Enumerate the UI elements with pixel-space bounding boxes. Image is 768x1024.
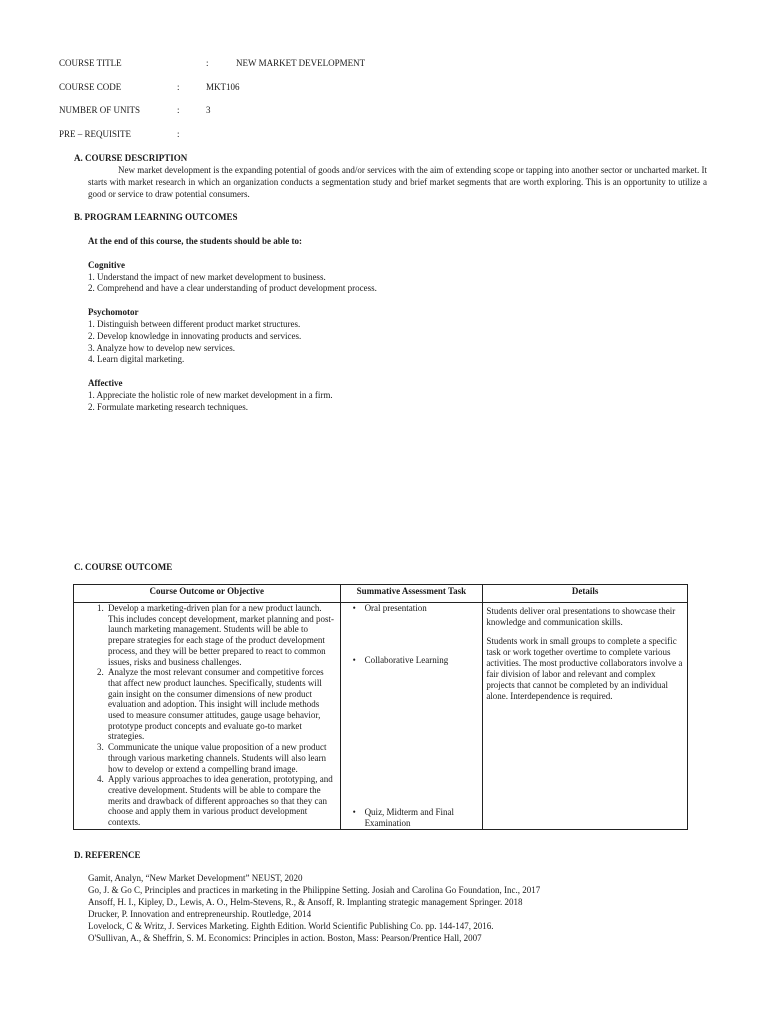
details-paragraph: Students deliver oral presentations to showcase their knowledge and communication skills.	[486, 606, 676, 627]
course-code-value: MKT106	[206, 82, 240, 92]
column-header: Details	[483, 585, 688, 603]
outcomes-intro: At the end of this course, the students should be able to:	[88, 236, 303, 246]
units-colon: :	[177, 105, 180, 115]
reference-item: Lovelock, C & Writz, J. Services Marketing. Eighth Edition. World Scientific Publishing Co. pp. 144-147, 2016.	[88, 921, 494, 931]
outcome-item: 1. Develop a marketing-driven plan for a new product launch. This includes concept development, market planning and post-launch marketing management. Students will be able to prepare strategies for each stage of the product development process, and they will be better prepared to react to common issues, risks and business challenges.	[106, 603, 336, 667]
bullet-icon: •	[352, 807, 356, 817]
psychomotor-item: 2. Develop knowledge in innovating products and services.	[88, 330, 302, 341]
task-label: Quiz, Midterm and Final Examination	[364, 807, 455, 828]
units-label: NUMBER OF UNITS	[59, 105, 141, 115]
reference-list	[88, 872, 708, 944]
cognitive-item: 2. Comprehend and have a clear understanding of product development process.	[88, 283, 377, 294]
course-code-colon: :	[177, 82, 180, 92]
course-title-colon: :	[206, 58, 209, 68]
prereq-label: PRE – REQUISITE	[59, 129, 131, 139]
outcome-list	[74, 603, 340, 828]
psychomotor-item: 3. Analyze how to develop new services.	[88, 342, 235, 353]
outcomes-cell	[74, 603, 341, 830]
section-b-title: B. PROGRAM LEARNING OUTCOMES	[74, 212, 238, 222]
reference-item: O'Sullivan, A., & Sheffrin, S. M. Economics: Principles in action. Boston, Mass: Pearson/Prentice Hall, 2007	[88, 933, 482, 943]
affective-item: 1. Appreciate the holistic role of new market development in a firm.	[88, 389, 333, 400]
task-item	[353, 655, 449, 666]
outcome-item: 3. Communicate the unique value proposition of a new product through various marketing channels. Students will also learn how to develop or extend a compelling brand image.	[106, 742, 336, 774]
section-a-title: A. COURSE DESCRIPTION	[74, 153, 188, 163]
cognitive-heading: Cognitive	[88, 259, 125, 270]
bullet-icon: •	[352, 603, 356, 613]
details-paragraph: Students work in small groups to complete a specific task or work together overtime to complete various activities. The most productive collaborators involve a fair division of labor and relevant and complex projects that cannot be completed by an individual alone. Interdependence is required.	[486, 636, 683, 701]
course-description-text: New market development is the expanding potential of goods and/or services with the aim of extending scope or tapping into another sector or uncharted market. It starts with market research in which an organization conducts a segmentation study and brief market segments that are worth exploring. This is an opportunity to utilize a good or service to draw potential consumers.	[88, 165, 707, 199]
affective-heading: Affective	[88, 378, 123, 389]
outcome-item: 2. Analyze the most relevant consumer and competitive forces that affect new product launches. Specifically, students will gain insight on the consumer dimensions of new product evaluation and adoption. This insight will include methods used to measure consumer attitudes, gauge usage behavior, prototype product concepts and evaluate go-to market strategies.	[106, 667, 336, 742]
psychomotor-item: 1. Distinguish between different product market structures.	[88, 318, 301, 329]
learning-outcomes	[88, 236, 688, 414]
task-list	[341, 603, 483, 829]
psychomotor-item: 4. Learn digital marketing.	[88, 354, 185, 365]
task-item	[353, 807, 475, 828]
tasks-cell	[340, 603, 483, 830]
bullet-icon: •	[352, 655, 356, 665]
task-item	[353, 603, 427, 614]
course-title-label: COURSE TITLE	[59, 58, 122, 68]
course-code-label: COURSE CODE	[59, 82, 122, 92]
table-row	[74, 603, 688, 830]
task-label: Oral presentation	[364, 603, 427, 613]
section-d-title: D. REFERENCE	[74, 850, 141, 860]
course-title-value: NEW MARKET DEVELOPMENT	[236, 58, 366, 68]
column-header: Summative Assessment Task	[340, 585, 483, 603]
table-header-row	[74, 585, 688, 603]
affective-item: 2. Formulate marketing research techniques.	[88, 401, 248, 412]
cognitive-item: 1. Understand the impact of new market development to business.	[88, 271, 326, 282]
course-outcome-table	[73, 584, 688, 830]
psychomotor-heading: Psychomotor	[88, 307, 139, 318]
prereq-colon: :	[177, 129, 180, 139]
units-value: 3	[206, 105, 211, 115]
outcome-item: 4. Apply various approaches to idea generation, prototyping, and creative development. Students will be able to compare the merits and drawback of different approaches so that they can choose and apply them in various product development contexts.	[106, 774, 336, 828]
reference-item: Gamit, Analyn, “New Market Development” NEUST, 2020	[88, 873, 303, 883]
column-header: Course Outcome or Objective	[74, 585, 341, 603]
details-cell	[483, 603, 688, 830]
reference-item: Drucker, P. Innovation and entrepreneurship. Routledge, 2014	[88, 909, 312, 919]
reference-item: Go, J. & Go C, Principles and practices in marketing in the Philippine Setting. Josiah and Carolina Go Foundation, Inc., 2017	[88, 885, 541, 895]
task-label: Collaborative Learning	[364, 655, 449, 665]
section-c-title: C. COURSE OUTCOME	[74, 562, 173, 572]
reference-item: Ansoff, H. I., Kipley, D., Lewis, A. O., Helm-Stevens, R., & Ansoff, R. Implanting strategic management Springer. 2018	[88, 897, 523, 907]
